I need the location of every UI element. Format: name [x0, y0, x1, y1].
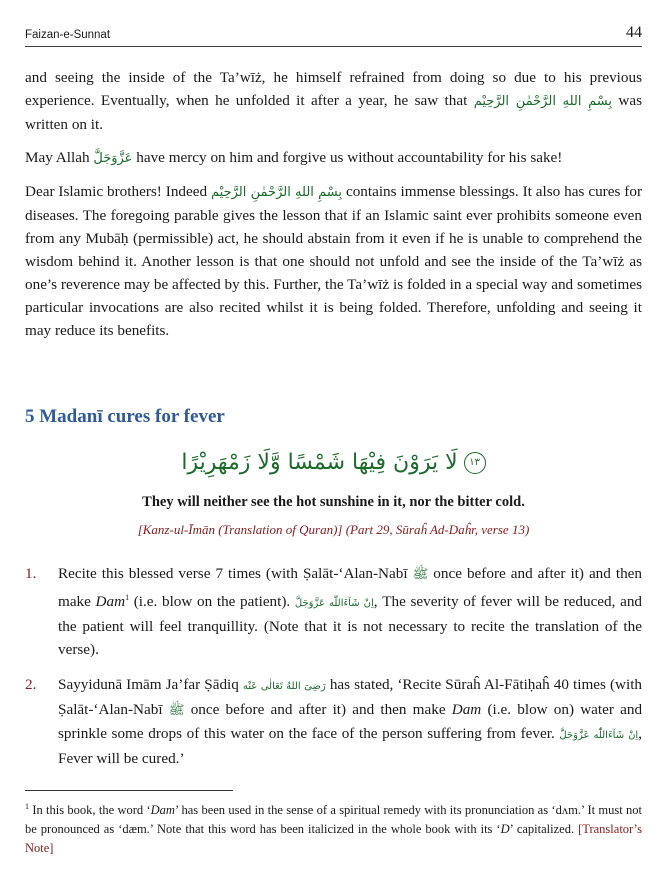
- header-divider: [25, 46, 642, 47]
- salat-glyph: ﷺ: [412, 567, 429, 582]
- page-number: 44: [626, 24, 642, 41]
- paragraph-1: and seeing the inside of the Ta’wīż, he himself refrained from doing so due to his previous experience. Eventually, when he unfolded it after a year, he saw that بِسْمِ اللهِ الرَّحْمٰنِ الرَّحِیْم was written on it.: [25, 69, 643, 133]
- verse-reference: [Kanz-ul-Īmān (Translation of Quran)] (Part 29, Sūraĥ Ad-Daĥr, verse 13): [137, 522, 530, 537]
- footnote: $^1$ In this book, the word ‘Dam’ has been used in the sense of a spiritual remedy with its pronunciation as ‘dʌm.’ It must not be pronounced as ‘dæm.’ Note that this word has been italicized in the whole book with its ‘D’ capitalized. [Translator’s Note]: [25, 802, 643, 856]
- list-number: 2.: [25, 676, 37, 694]
- section-heading: 5 Madanī cures for fever: [25, 406, 225, 427]
- footnote-ref[interactable]: 1: [125, 593, 130, 602]
- page-header: [25, 24, 642, 46]
- paragraph-2: May Allah عَزَّوَجَلَّ have mercy on him and forgive us without accountability for his sake!: [25, 149, 563, 166]
- verse-arabic: لَا یَرَوْنَ فِیْهَا شَمْسًا وَّلَا زَمْهَرِیْرًا: [181, 450, 458, 475]
- body-text: [25, 66, 642, 352]
- verse-translation: They will neither see the hot sunshine in it, nor the bitter cold.: [142, 494, 525, 510]
- list-item: 2. Sayyidunā Imām Ja’far Ṣādiq رَضِیَ اللهُ تَعَالٰی عَنْه has stated, ‘Recite Sūraĥ Al-Fātiḥaĥ 40 times (with Ṣalāt-‘Alan-Nabī ﷺ once before and after it) and then make Dam (i.e. blow on) water and sprinkle some drops of this water on the face of the person suffering from fever. اِنْ شَآءَاللّٰه عَزَّوَجَلَّ, Fever will be cured.’: [25, 673, 642, 770]
- book-title: Faizan-e-Sunnat: [25, 29, 111, 41]
- cures-list: [25, 562, 642, 782]
- paragraph-3: Dear Islamic brothers! Indeed بِسْمِ اللهِ الرَّحْمٰنِ الرَّحِیْم contains immense blessings. It also has cures for diseases. The foregoing parable gives the lesson that if an Islamic saint ever prohibits someone even from any Mubāḥ (permissible) act, he should abstain from it even if he is unable to comprehend the wisdom behind it. Another lesson is that one should not unfold and see the inside of the Ta’wīż as one’s reverence may be affected by this. Further, the Ta’wīż is folded in a special way and sometimes particular invocations are also recited whilst it is being folded. Therefore, unfolding and seeing it may reduce its benefits.: [25, 183, 643, 339]
- quran-verse: [0, 450, 667, 475]
- insha-allah-text: اِنْ شَآءَاللّٰه عَزَّوَجَلَّ: [294, 598, 374, 610]
- bismillah-text: بِسْمِ اللهِ الرَّحْمٰنِ الرَّحِیْم: [473, 94, 613, 109]
- insha-allah-text: اِنْ شَآءَاللّٰه عَزَّوَجَلَّ: [559, 730, 639, 742]
- translator-note: [Translator’s Note]: [25, 822, 643, 856]
- verse-number-icon: ١٣: [464, 452, 486, 474]
- footnote-number: 1: [25, 802, 29, 811]
- footnote-divider: [25, 790, 233, 791]
- salat-glyph: ﷺ: [168, 703, 185, 719]
- bismillah-text: بِسْمِ اللهِ الرَّحْمٰنِ الرَّحِیْم: [211, 185, 343, 200]
- radiallah-text: رَضِیَ اللهُ تَعَالٰی عَنْه: [242, 681, 326, 693]
- honorific-text: عَزَّوَجَلَّ: [93, 151, 133, 166]
- list-item: 1. Recite this blessed verse 7 times (with Ṣalāt-‘Alan-Nabī ﷺ once before and after it) and then make Dam$^1$ (i.e. blow on the patient). اِنْ شَآءَاللّٰه عَزَّوَجَلَّ, The severity of fever will be reduced, and the patient will feel tranquillity. (Note that it is not necessary to recite the translation of the verse).: [25, 562, 642, 661]
- list-number: 1.: [25, 565, 37, 582]
